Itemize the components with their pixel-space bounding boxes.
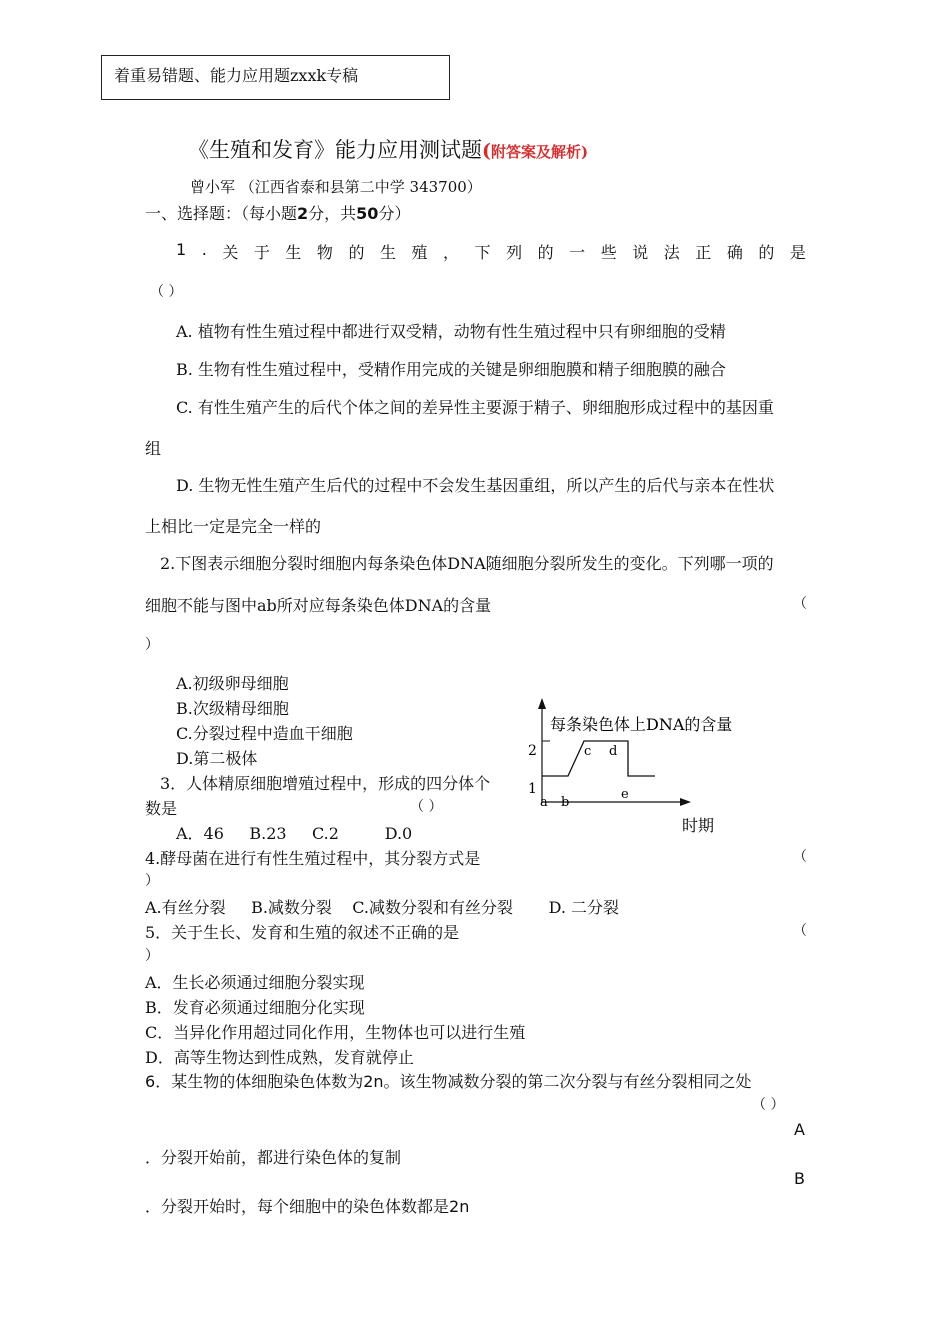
- q5-paren-close: ）: [145, 948, 159, 964]
- dna-series-line: [542, 741, 655, 776]
- q6-option-a: ．分裂开始前，都进行染色体的复制: [145, 1148, 402, 1167]
- q2-paren-close: ）: [145, 637, 159, 653]
- q1-stem-char: 的: [758, 243, 775, 262]
- q2-option-b: B.次级精母细胞: [176, 699, 289, 718]
- q2-option-d: D.第二极体: [176, 749, 258, 768]
- q1-stem-char: 关: [222, 243, 239, 262]
- q2-stem-line1: 2.下图表示细胞分裂时细胞内每条染色体DNA随细胞分裂所发生的变化。下列哪一项的: [160, 554, 774, 573]
- q4-paren-close: ）: [145, 873, 159, 889]
- x-axis-arrow: [680, 798, 691, 806]
- point-label-e: e: [621, 787, 629, 802]
- q1-stem-char: 物: [316, 243, 333, 262]
- q1-stem-char: 生: [285, 243, 302, 262]
- q1-stem-char: 些: [600, 243, 617, 262]
- q2-stem-line2: 细胞不能与图中ab所对应每条染色体DNA的含量: [145, 596, 492, 615]
- header-box: [101, 55, 450, 100]
- q3-stem-line1: 3．人体精原细胞增殖过程中，形成的四分体个: [160, 774, 491, 793]
- dna-content-chart: [520, 695, 760, 845]
- x-axis-label: 时期: [682, 816, 715, 835]
- author-line: 曾小军 （江西省泰和县第二中学 343700）: [190, 178, 482, 196]
- q1-answer-paren: （ ）: [150, 284, 183, 300]
- q6-option-b: ．分裂开始时，每个细胞中的染色体数都是2n: [145, 1197, 470, 1216]
- q5-paren-open: （: [793, 923, 807, 939]
- q2-option-a: A.初级卵母细胞: [176, 674, 289, 693]
- y-axis-label: 每条染色体上DNA的含量: [550, 715, 733, 734]
- q5-option-d: D．高等生物达到性成熟，发育就停止: [145, 1048, 414, 1067]
- y-tick-1: 1: [528, 781, 537, 797]
- q4-stem: 4.酵母菌在进行有性生殖过程中，其分裂方式是: [145, 849, 481, 868]
- q1-option-a: A. 植物有性生殖过程中都进行双受精，动物有性生殖过程中只有卵细胞的受精: [176, 322, 726, 341]
- q1-stem-char: 列: [506, 243, 523, 262]
- y-axis-arrow: [538, 698, 546, 709]
- q1-stem: [176, 240, 806, 263]
- q1-option-b: B. 生物有性生殖过程中，受精作用完成的关键是卵细胞膜和精子细胞膜的融合: [176, 360, 726, 379]
- q6-stem: 6．某生物的体细胞染色体数为2n。该生物减数分裂的第二次分裂与有丝分裂相同之处: [145, 1072, 752, 1091]
- header-box-text: 着重易错题、能力应用题zxxk专稿: [114, 66, 359, 85]
- y-tick-2: 2: [528, 743, 537, 759]
- q1-stem-char: 正: [695, 243, 712, 262]
- q1-stem-char: 法: [663, 243, 680, 262]
- q1-stem-char: 1: [176, 240, 187, 259]
- q1-stem-char: 说: [632, 243, 649, 262]
- q6-answer-paren: （ ）: [752, 1097, 785, 1113]
- q2-option-c: C.分裂过程中造血干细胞: [176, 724, 353, 743]
- q1-stem-char: ，: [443, 243, 460, 262]
- q4-paren-open: （: [793, 849, 807, 865]
- q6-option-a-letter: A: [794, 1120, 805, 1139]
- q1-stem-char: 是: [789, 243, 806, 262]
- q3-answer-paren: （ ）: [410, 799, 443, 815]
- q1-option-d: D. 生物无性生殖产生后代的过程中不会发生基因重组，所以产生的后代与亲本在性状: [176, 476, 775, 495]
- page-title: [188, 134, 588, 164]
- q5-option-b: B．发育必须通过细胞分化实现: [145, 998, 365, 1017]
- q6-option-b-letter: B: [794, 1169, 805, 1188]
- q1-stem-char: 的: [537, 243, 554, 262]
- q1-option-c-cont: 组: [145, 439, 162, 458]
- q5-option-a: A．生长必须通过细胞分裂实现: [145, 973, 365, 992]
- point-label-c: c: [584, 744, 592, 759]
- q1-stem-char: 的: [348, 243, 365, 262]
- q1-option-d-cont: 上相比一定是完全一样的: [145, 517, 322, 536]
- q3-stem-line2: 数是: [145, 799, 178, 818]
- q1-stem-char: 一: [569, 243, 586, 262]
- q3-options: A．46 B.23 C.2 D.0: [176, 824, 413, 843]
- q1-option-c: C. 有性生殖产生的后代个体之间的差异性主要源于精子、卵细胞形成过程中的基因重: [176, 398, 774, 417]
- q1-stem-char: 下: [474, 243, 491, 262]
- section-heading: 一、选择题：（每小题2分，共50分）: [145, 204, 411, 223]
- q1-stem-char: 确: [726, 243, 743, 262]
- q5-option-c: C．当异化作用超过同化作用，生物体也可以进行生殖: [145, 1023, 526, 1042]
- q5-stem: 5．关于生长、发育和生殖的叙述不正确的是: [145, 923, 460, 942]
- point-label-a: a: [540, 795, 548, 810]
- point-label-d: d: [609, 744, 618, 759]
- q4-options: A.有丝分裂 B.减数分裂 C.减数分裂和有丝分裂 D. 二分裂: [145, 898, 620, 917]
- q2-paren-open: （: [793, 596, 807, 612]
- title-note: (附答案及解析): [482, 140, 589, 162]
- title-main: 《生殖和发育》能力应用测试题: [188, 138, 482, 162]
- point-label-b: b: [561, 795, 570, 810]
- q1-stem-char: .: [201, 240, 207, 259]
- q1-stem-char: 生: [379, 243, 396, 262]
- q1-stem-char: 殖: [411, 243, 428, 262]
- q1-stem-char: 于: [253, 243, 270, 262]
